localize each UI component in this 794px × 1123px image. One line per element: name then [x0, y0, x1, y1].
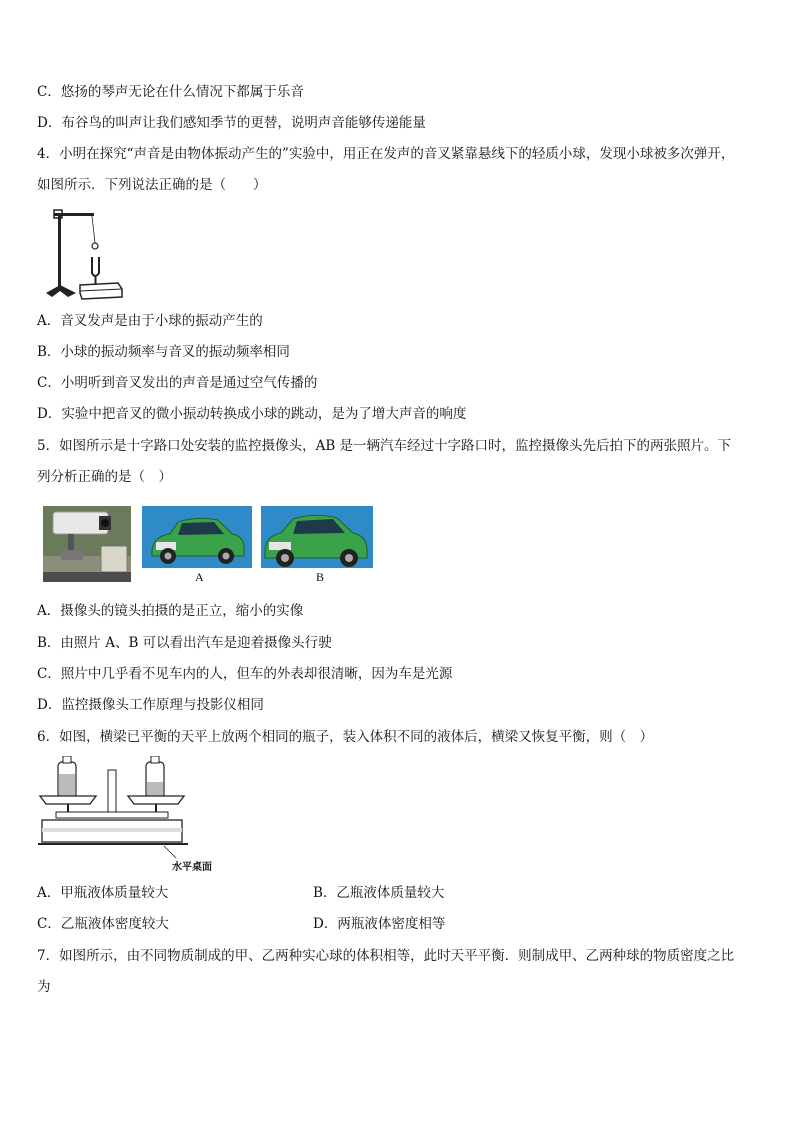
tuning-fork-pendulum-figure [40, 205, 130, 300]
q3-option-d: D．布谷鸟的叫声让我们感知季节的更替，说明声音能够传递能量 [37, 115, 426, 131]
q3-option-c: C．悠扬的琴声无论在什么情况下都属于乐音 [37, 84, 304, 100]
q7-stem-line2: 为 [37, 979, 51, 995]
q4-option-c: C．小明听到音叉发出的声音是通过空气传播的 [37, 375, 318, 391]
q4-option-b: B．小球的振动频率与音叉的振动频率相同 [37, 344, 290, 360]
q5-option-b: B．由照片 A、B 可以看出汽车是迎着摄像头行驶 [37, 635, 332, 651]
q6-option-c: C．乙瓶液体密度较大 [37, 916, 169, 932]
q4-option-a: A．音叉发声是由于小球的振动产生的 [37, 313, 263, 329]
q6-option-d: D．两瓶液体密度相等 [313, 916, 446, 932]
q6-stem: 6．如图，横梁已平衡的天平上放两个相同的瓶子，装入体积不同的液体后，横梁又恢复平衡，则（ ） [37, 729, 654, 745]
q5-option-a: A．摄像头的镜头拍摄的是正立，缩小的实像 [37, 603, 304, 619]
q4-option-d: D．实验中把音叉的微小振动转换成小球的跳动，是为了增大声音的响度 [37, 406, 467, 422]
q5-option-d: D．监控摄像头工作原理与投影仪相同 [37, 697, 264, 713]
photo-a-label: A [195, 570, 204, 584]
q4-stem-line1: 4．小明在探究“声音是由物体振动产生的”实验中，用正在发声的音叉紧靠悬线下的轻质小球，发现小球被多次弹开， [37, 146, 735, 162]
q6-option-b: B．乙瓶液体质量较大 [313, 885, 445, 901]
table-label: 水平桌面 [172, 862, 212, 873]
q5-stem-line2: 列分析正确的是（ ） [37, 469, 172, 485]
photo-b-label: B [316, 570, 325, 584]
q6-option-a: A．甲瓶液体质量较大 [37, 885, 169, 901]
car-photo-b [261, 506, 373, 568]
q4-stem-line2: 如图所示．下列说法正确的是（ ） [37, 177, 267, 193]
q5-option-c: C．照片中几乎看不见车内的人，但车的外表却很清晰，因为车是光源 [37, 666, 453, 682]
balance-with-bottles-figure [38, 756, 198, 871]
car-photo-a [142, 506, 252, 568]
q5-stem-line1: 5．如图所示是十字路口处安装的监控摄像头，AB 是一辆汽车经过十字路口时，监控摄像头先后拍下的两张照片。下 [37, 438, 732, 454]
q7-stem-line1: 7．如图所示，由不同物质制成的甲、乙两种实心球的体积相等，此时天平平衡．则制成甲、乙两种球的物质密度之比 [37, 948, 735, 964]
surveillance-camera-photo [43, 506, 131, 582]
